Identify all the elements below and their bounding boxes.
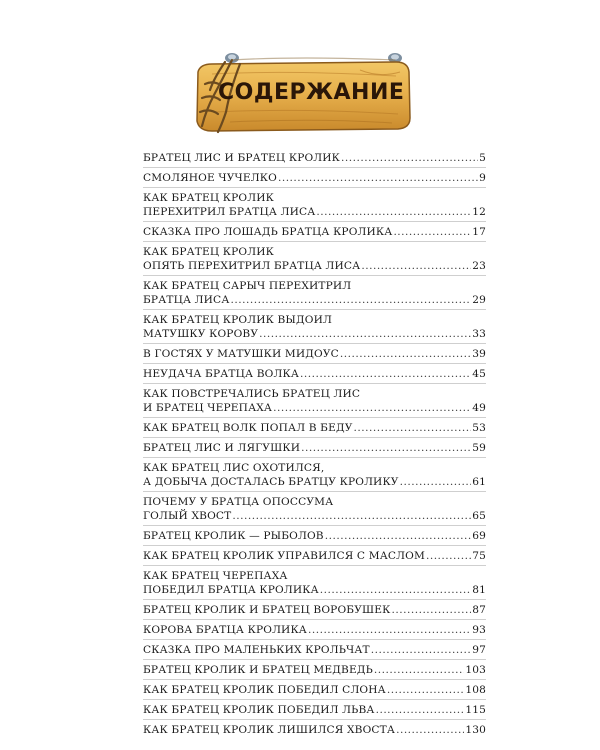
toc-page-number: 108 xyxy=(465,684,486,696)
toc-title: КАК БРАТЕЦ КРОЛИК ВЫДОИЛ xyxy=(143,314,332,326)
toc-page-number: 65 xyxy=(472,510,486,522)
toc-line xyxy=(143,623,486,637)
toc-title: КОРОВА БРАТЦА КРОЛИКА xyxy=(143,624,307,636)
toc-title: СКАЗКА ПРО МАЛЕНЬКИХ КРОЛЬЧАТ xyxy=(143,644,370,656)
toc-line xyxy=(143,293,486,307)
toc-line xyxy=(143,347,486,361)
toc-entry[interactable] xyxy=(143,276,486,310)
toc-title: ПОБЕДИЛ БРАТЦА КРОЛИКА xyxy=(143,584,319,596)
dot-leader xyxy=(361,259,471,273)
toc-line xyxy=(143,663,486,677)
dot-leader xyxy=(340,347,471,361)
toc-title: БРАТЕЦ ЛИС И БРАТЕЦ КРОЛИК xyxy=(143,152,341,164)
toc-page-number: 69 xyxy=(472,530,486,542)
dot-leader xyxy=(278,171,478,185)
toc-title: В ГОСТЯХ У МАТУШКИ МИДОУС xyxy=(143,348,339,360)
dot-leader xyxy=(400,475,472,489)
toc-line xyxy=(143,387,486,401)
toc-title: ГОЛЫЙ ХВОСТ xyxy=(143,510,232,522)
toc-page-number: 81 xyxy=(472,584,486,596)
toc-entry[interactable] xyxy=(143,148,486,168)
toc-line xyxy=(143,367,486,381)
toc-title: КАК БРАТЕЦ КРОЛИК ЛИШИЛСЯ ХВОСТА xyxy=(143,724,396,736)
toc-entry[interactable] xyxy=(143,188,486,222)
dot-leader xyxy=(376,703,465,717)
toc-page-number: 103 xyxy=(465,664,486,676)
toc-entry[interactable] xyxy=(143,720,486,739)
dot-leader xyxy=(308,623,471,637)
toc-page-number: 39 xyxy=(472,348,486,360)
toc-title: МАТУШКУ КОРОВУ xyxy=(143,328,259,340)
wooden-sign-illustration xyxy=(0,0,600,150)
toc-line xyxy=(143,245,486,259)
toc-line xyxy=(143,279,486,293)
toc-page-number: 5 xyxy=(479,152,486,164)
toc-title: И БРАТЕЦ ЧЕРЕПАХА xyxy=(143,402,273,414)
toc-title: КАК БРАТЕЦ КРОЛИК xyxy=(143,246,274,258)
toc-entry[interactable] xyxy=(143,384,486,418)
toc-title: КАК БРАТЕЦ ЧЕРЕПАХА xyxy=(143,570,288,582)
toc-page-number: 53 xyxy=(472,422,486,434)
toc-title: ОПЯТЬ ПЕРЕХИТРИЛ БРАТЦА ЛИСА xyxy=(143,260,361,272)
toc-page-number: 115 xyxy=(465,704,486,716)
dot-leader xyxy=(341,151,478,165)
dot-leader xyxy=(374,663,464,677)
toc-entry[interactable] xyxy=(143,438,486,458)
toc-line xyxy=(143,461,486,475)
toc-entry[interactable] xyxy=(143,222,486,242)
toc-entry[interactable] xyxy=(143,168,486,188)
toc-title: БРАТЕЦ ЛИС И ЛЯГУШКИ xyxy=(143,442,301,454)
toc-title: БРАТЕЦ КРОЛИК — РЫБОЛОВ xyxy=(143,530,324,542)
toc-page-number: 61 xyxy=(472,476,486,488)
toc-page-number: 23 xyxy=(472,260,486,272)
toc-line xyxy=(143,603,486,617)
toc-title: БРАТЕЦ КРОЛИК И БРАТЕЦ ВОРОБУШЕК xyxy=(143,604,391,616)
toc-title: КАК БРАТЕЦ КРОЛИК ПОБЕДИЛ ЛЬВА xyxy=(143,704,375,716)
toc-line xyxy=(143,495,486,509)
toc-line xyxy=(143,475,486,489)
toc-title: А ДОБЫЧА ДОСТАЛАСЬ БРАТЦУ КРОЛИКУ xyxy=(143,476,399,488)
toc-page-number: 49 xyxy=(472,402,486,414)
toc-entry[interactable] xyxy=(143,364,486,384)
toc-entry[interactable] xyxy=(143,344,486,364)
toc-page-number: 9 xyxy=(479,172,486,184)
toc-line xyxy=(143,509,486,523)
toc-line xyxy=(143,703,486,717)
toc-title: КАК БРАТЕЦ САРЫЧ ПЕРЕХИТРИЛ xyxy=(143,280,352,292)
toc-line xyxy=(143,549,486,563)
toc-entry[interactable] xyxy=(143,310,486,344)
page-title: СОДЕРЖАНИЕ xyxy=(218,80,405,105)
dot-leader xyxy=(325,529,471,543)
toc-page-number: 75 xyxy=(472,550,486,562)
toc-line xyxy=(143,191,486,205)
dot-leader xyxy=(392,603,472,617)
toc-line xyxy=(143,225,486,239)
dot-leader xyxy=(232,509,471,523)
toc-line xyxy=(143,327,486,341)
toc-page-number: 97 xyxy=(472,644,486,656)
toc-entry[interactable] xyxy=(143,600,486,620)
toc-title: БРАТЕЦ КРОЛИК И БРАТЕЦ МЕДВЕДЬ xyxy=(143,664,373,676)
toc-title: КАК ПОВСТРЕЧАЛИСЬ БРАТЕЦ ЛИС xyxy=(143,388,361,400)
toc-line xyxy=(143,259,486,273)
dot-leader xyxy=(426,549,471,563)
toc-page-number: 93 xyxy=(472,624,486,636)
toc-title: НЕУДАЧА БРАТЦА ВОЛКА xyxy=(143,368,300,380)
toc-title: ПЕРЕХИТРИЛ БРАТЦА ЛИСА xyxy=(143,206,316,218)
toc-line xyxy=(143,583,486,597)
toc-page-number: 130 xyxy=(465,724,486,736)
dot-leader xyxy=(273,401,471,415)
toc-page-number: 33 xyxy=(472,328,486,340)
toc-entry[interactable] xyxy=(143,640,486,660)
toc-line xyxy=(143,205,486,219)
toc-page-number: 12 xyxy=(472,206,486,218)
toc-line xyxy=(143,569,486,583)
table-of-contents xyxy=(143,148,486,739)
toc-entry[interactable] xyxy=(143,660,486,680)
toc-page-number: 29 xyxy=(472,294,486,306)
dot-leader xyxy=(300,367,471,381)
toc-line xyxy=(143,313,486,327)
toc-title: СМОЛЯНОЕ ЧУЧЕЛКО xyxy=(143,172,277,184)
toc-title: КАК БРАТЕЦ ЛИС ОХОТИЛСЯ, xyxy=(143,462,325,474)
dot-leader xyxy=(231,293,472,307)
toc-title: БРАТЦА ЛИСА xyxy=(143,294,230,306)
dot-leader xyxy=(387,683,464,697)
toc-line xyxy=(143,723,486,737)
toc-title: КАК БРАТЕЦ ВОЛК ПОПАЛ В БЕДУ xyxy=(143,422,353,434)
toc-page-number: 17 xyxy=(472,226,486,238)
toc-line xyxy=(143,643,486,657)
toc-entry[interactable] xyxy=(143,242,486,276)
toc-entry[interactable] xyxy=(143,526,486,546)
dot-leader xyxy=(371,643,471,657)
toc-entry[interactable] xyxy=(143,620,486,640)
toc-title: КАК БРАТЕЦ КРОЛИК xyxy=(143,192,274,204)
toc-line xyxy=(143,171,486,185)
toc-line xyxy=(143,421,486,435)
toc-entry[interactable] xyxy=(143,492,486,526)
toc-entry[interactable] xyxy=(143,418,486,438)
toc-line xyxy=(143,683,486,697)
toc-title: КАК БРАТЕЦ КРОЛИК ПОБЕДИЛ СЛОНА xyxy=(143,684,386,696)
dot-leader xyxy=(259,327,471,341)
dot-leader xyxy=(320,583,471,597)
toc-title: ПОЧЕМУ У БРАТЦА ОПОССУМА xyxy=(143,496,334,508)
contents-sign xyxy=(0,0,600,150)
toc-page-number: 45 xyxy=(472,368,486,380)
dot-leader xyxy=(301,441,471,455)
toc-entry[interactable] xyxy=(143,680,486,700)
toc-entry[interactable] xyxy=(143,566,486,600)
dot-leader xyxy=(354,421,472,435)
dot-leader xyxy=(393,225,471,239)
toc-page-number: 87 xyxy=(472,604,486,616)
toc-line xyxy=(143,441,486,455)
toc-title: СКАЗКА ПРО ЛОШАДЬ БРАТЦА КРОЛИКА xyxy=(143,226,393,238)
toc-entry[interactable] xyxy=(143,700,486,720)
toc-line xyxy=(143,529,486,543)
dot-leader xyxy=(316,205,471,219)
toc-entry[interactable] xyxy=(143,546,486,566)
toc-page-number: 59 xyxy=(472,442,486,454)
toc-title: КАК БРАТЕЦ КРОЛИК УПРАВИЛСЯ С МАСЛОМ xyxy=(143,550,425,562)
toc-entry[interactable] xyxy=(143,458,486,492)
dot-leader xyxy=(396,723,464,737)
toc-line xyxy=(143,401,486,415)
toc-line xyxy=(143,151,486,165)
